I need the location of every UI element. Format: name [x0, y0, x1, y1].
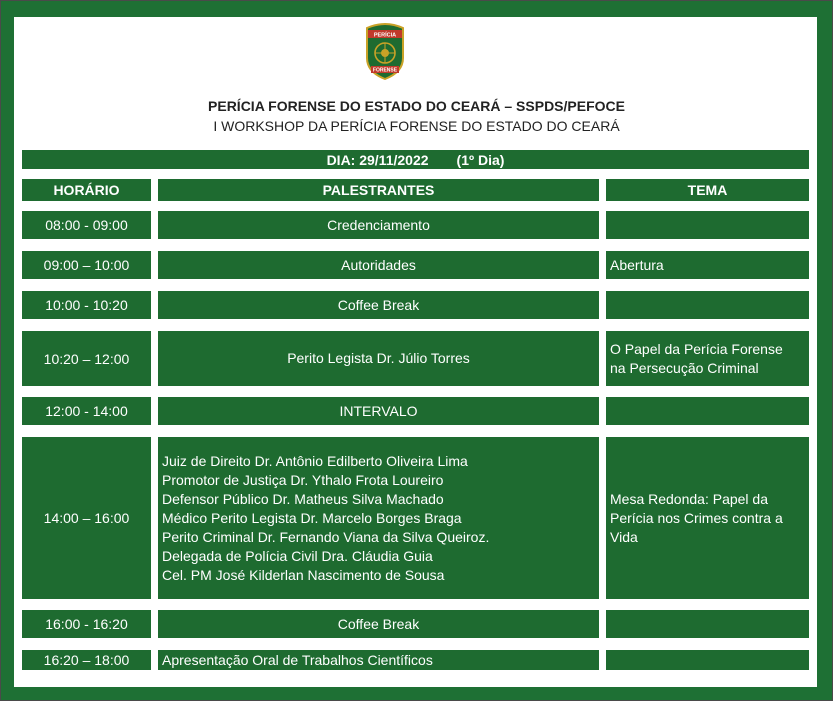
speaker-line: Coffee Break — [337, 296, 420, 313]
speakers-lines — [338, 296, 419, 315]
page-subtitle: I WORKSHOP DA PERÍCIA FORENSE DO ESTADO DO CEARÁ — [213, 118, 620, 134]
time-label: 14:00 – 16:00 — [43, 510, 130, 526]
speaker-line: Perito Criminal Dr. Fernando Viana da Silva Queiroz. — [162, 528, 490, 545]
speaker-line: Credenciamento — [327, 216, 430, 233]
topic-lines — [610, 490, 783, 547]
time-label: 16:00 - 16:20 — [45, 616, 128, 632]
speakers-lines — [338, 615, 419, 634]
page-title: PERÍCIA FORENSE DO ESTADO DO CEARÁ – SSPDS/PEFOCE — [208, 98, 625, 114]
topic-line: Vida — [610, 528, 638, 545]
row-5-speakers-cell — [158, 397, 599, 425]
day-banner — [22, 150, 809, 169]
time-label: 10:20 – 12:00 — [43, 350, 130, 367]
topic-line: Mesa Redonda: Papel da — [610, 490, 768, 507]
speaker-line: Cel. PM José Kilderlan Nascimento de Sousa — [162, 566, 445, 583]
speakers-lines — [327, 216, 430, 235]
row-5-topic-cell — [606, 397, 809, 425]
topic-line: Perícia nos Crimes contra a — [610, 509, 783, 526]
row-4-time-cell — [22, 331, 151, 386]
column-header-speakers: PALESTRANTES — [158, 179, 599, 201]
speaker-line: Coffee Break — [337, 615, 420, 632]
topic-line: O Papel da Perícia Forense — [610, 340, 783, 357]
time-label: 16:20 – 18:00 — [43, 652, 130, 668]
column-header-time: HORÁRIO — [22, 179, 151, 201]
row-3-topic-cell — [606, 291, 809, 319]
speakers-lines — [162, 651, 433, 670]
row-6-time-cell — [22, 437, 151, 599]
speaker-line: Promotor de Justiça Dr. Ythalo Frota Loureiro — [162, 471, 444, 488]
row-5-time-cell — [22, 397, 151, 425]
row-3-time-cell — [22, 291, 151, 319]
speaker-line: Perito Legista Dr. Júlio Torres — [287, 350, 470, 366]
speakers-lines — [341, 256, 416, 275]
row-4-topic-cell — [606, 331, 809, 386]
speaker-line: Juiz de Direito Dr. Antônio Edilberto Oliveira Lima — [162, 452, 468, 469]
shield-emblem-icon — [364, 22, 406, 80]
time-label: 08:00 - 09:00 — [45, 217, 128, 233]
row-3-speakers-cell — [158, 291, 599, 319]
row-4-speakers-cell — [158, 331, 599, 386]
speaker-line: INTERVALO — [339, 402, 418, 419]
row-8-speakers-cell — [158, 650, 599, 670]
row-1-time-cell — [22, 211, 151, 239]
speakers-lines — [287, 349, 470, 368]
topic-lines — [610, 340, 783, 378]
row-7-speakers-cell — [158, 610, 599, 638]
row-2-topic-cell — [606, 251, 809, 279]
time-label: 12:00 - 14:00 — [45, 403, 128, 419]
time-label: 10:00 - 10:20 — [45, 297, 128, 313]
row-6-speakers-cell — [158, 437, 599, 599]
speaker-line: Apresentação Oral de Trabalhos Científicos — [162, 651, 433, 668]
day-note: (1º Dia) — [456, 151, 505, 168]
row-8-topic-cell — [606, 650, 809, 670]
column-header-topic: TEMA — [606, 179, 809, 201]
speakers-lines — [162, 452, 489, 585]
row-1-topic-cell — [606, 211, 809, 239]
row-7-time-cell — [22, 610, 151, 638]
speaker-line: Autoridades — [341, 256, 416, 273]
row-2-speakers-cell — [158, 251, 599, 279]
topic-line: Abertura — [610, 256, 664, 273]
day-label: DIA: 29/11/2022 — [326, 151, 429, 168]
speaker-line: Delegada de Polícia Civil Dra. Cláudia Guia — [162, 547, 433, 564]
row-2-time-cell — [22, 251, 151, 279]
row-7-topic-cell — [606, 610, 809, 638]
speakers-lines — [339, 402, 417, 421]
logo-top-text: PERÍCIA — [373, 32, 397, 39]
speaker-line: Defensor Público Dr. Matheus Silva Machado — [162, 490, 444, 507]
row-6-topic-cell — [606, 437, 809, 599]
topic-lines — [610, 256, 664, 275]
speaker-line: Médico Perito Legista Dr. Marcelo Borges Braga — [162, 509, 462, 526]
row-1-speakers-cell — [158, 211, 599, 239]
topic-line: na Persecução Criminal — [610, 359, 759, 376]
logo-bottom-text: FORENSE — [372, 67, 398, 74]
time-label: 09:00 – 10:00 — [43, 257, 130, 273]
row-8-time-cell — [22, 650, 151, 670]
